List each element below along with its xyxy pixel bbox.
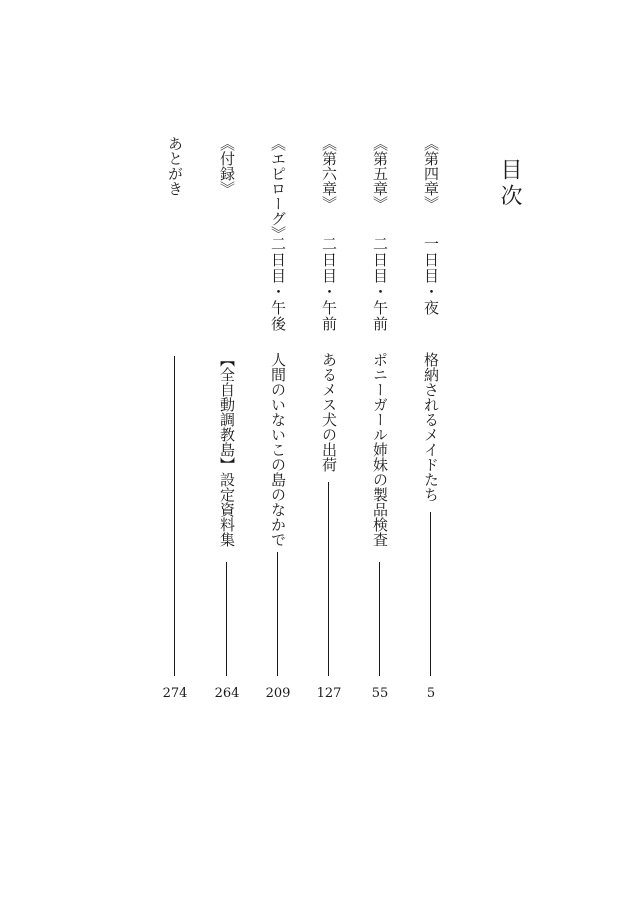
page-number: 209 [265, 686, 291, 701]
chapter-title: あるメス犬の出荷 [320, 352, 338, 472]
page-number: 264 [214, 686, 240, 701]
toc-entry-appendix[interactable] [214, 0, 240, 900]
chapter-label: 《エピローグ》 [269, 136, 287, 241]
toc-entry-chapter-5[interactable] [367, 0, 393, 900]
chapter-label: 《第五章》 [371, 136, 389, 211]
chapter-title: 格納されるメイドたち [422, 352, 440, 502]
chapter-title: 【全自動調教島】設定資料集 [218, 352, 236, 547]
chapter-subtitle: 一日目・夜 [422, 236, 440, 316]
chapter-title: あとがき [166, 136, 184, 196]
chapter-subtitle: 二日目・午前 [371, 236, 389, 332]
leader-line [328, 482, 329, 676]
chapter-label: 《第六章》 [320, 136, 338, 211]
chapter-subtitle: 二日目・午前 [320, 236, 338, 332]
leader-line [430, 512, 431, 676]
toc-entry-chapter-4[interactable] [418, 0, 444, 900]
toc-title: 目次 [497, 158, 522, 210]
leader-line [379, 562, 380, 676]
chapter-subtitle: 二日目・午後 [269, 236, 287, 332]
chapter-title: ポニーガール姉妹の製品検査 [371, 352, 389, 547]
chapter-title: 人間のいないこの島のなかで [269, 352, 287, 547]
page-number: 55 [371, 686, 389, 701]
leader-line [277, 552, 278, 676]
page-number: 274 [162, 686, 188, 701]
page-number: 127 [316, 686, 342, 701]
leader-line [226, 562, 227, 676]
chapter-label: 《第四章》 [422, 136, 440, 211]
toc-entry-epilogue[interactable] [265, 0, 291, 900]
chapter-label: 《付録》 [218, 136, 236, 196]
leader-line [174, 356, 175, 676]
toc-entry-chapter-6[interactable] [316, 0, 342, 900]
toc-entry-afterword[interactable] [162, 0, 188, 900]
page-number: 5 [426, 686, 436, 701]
